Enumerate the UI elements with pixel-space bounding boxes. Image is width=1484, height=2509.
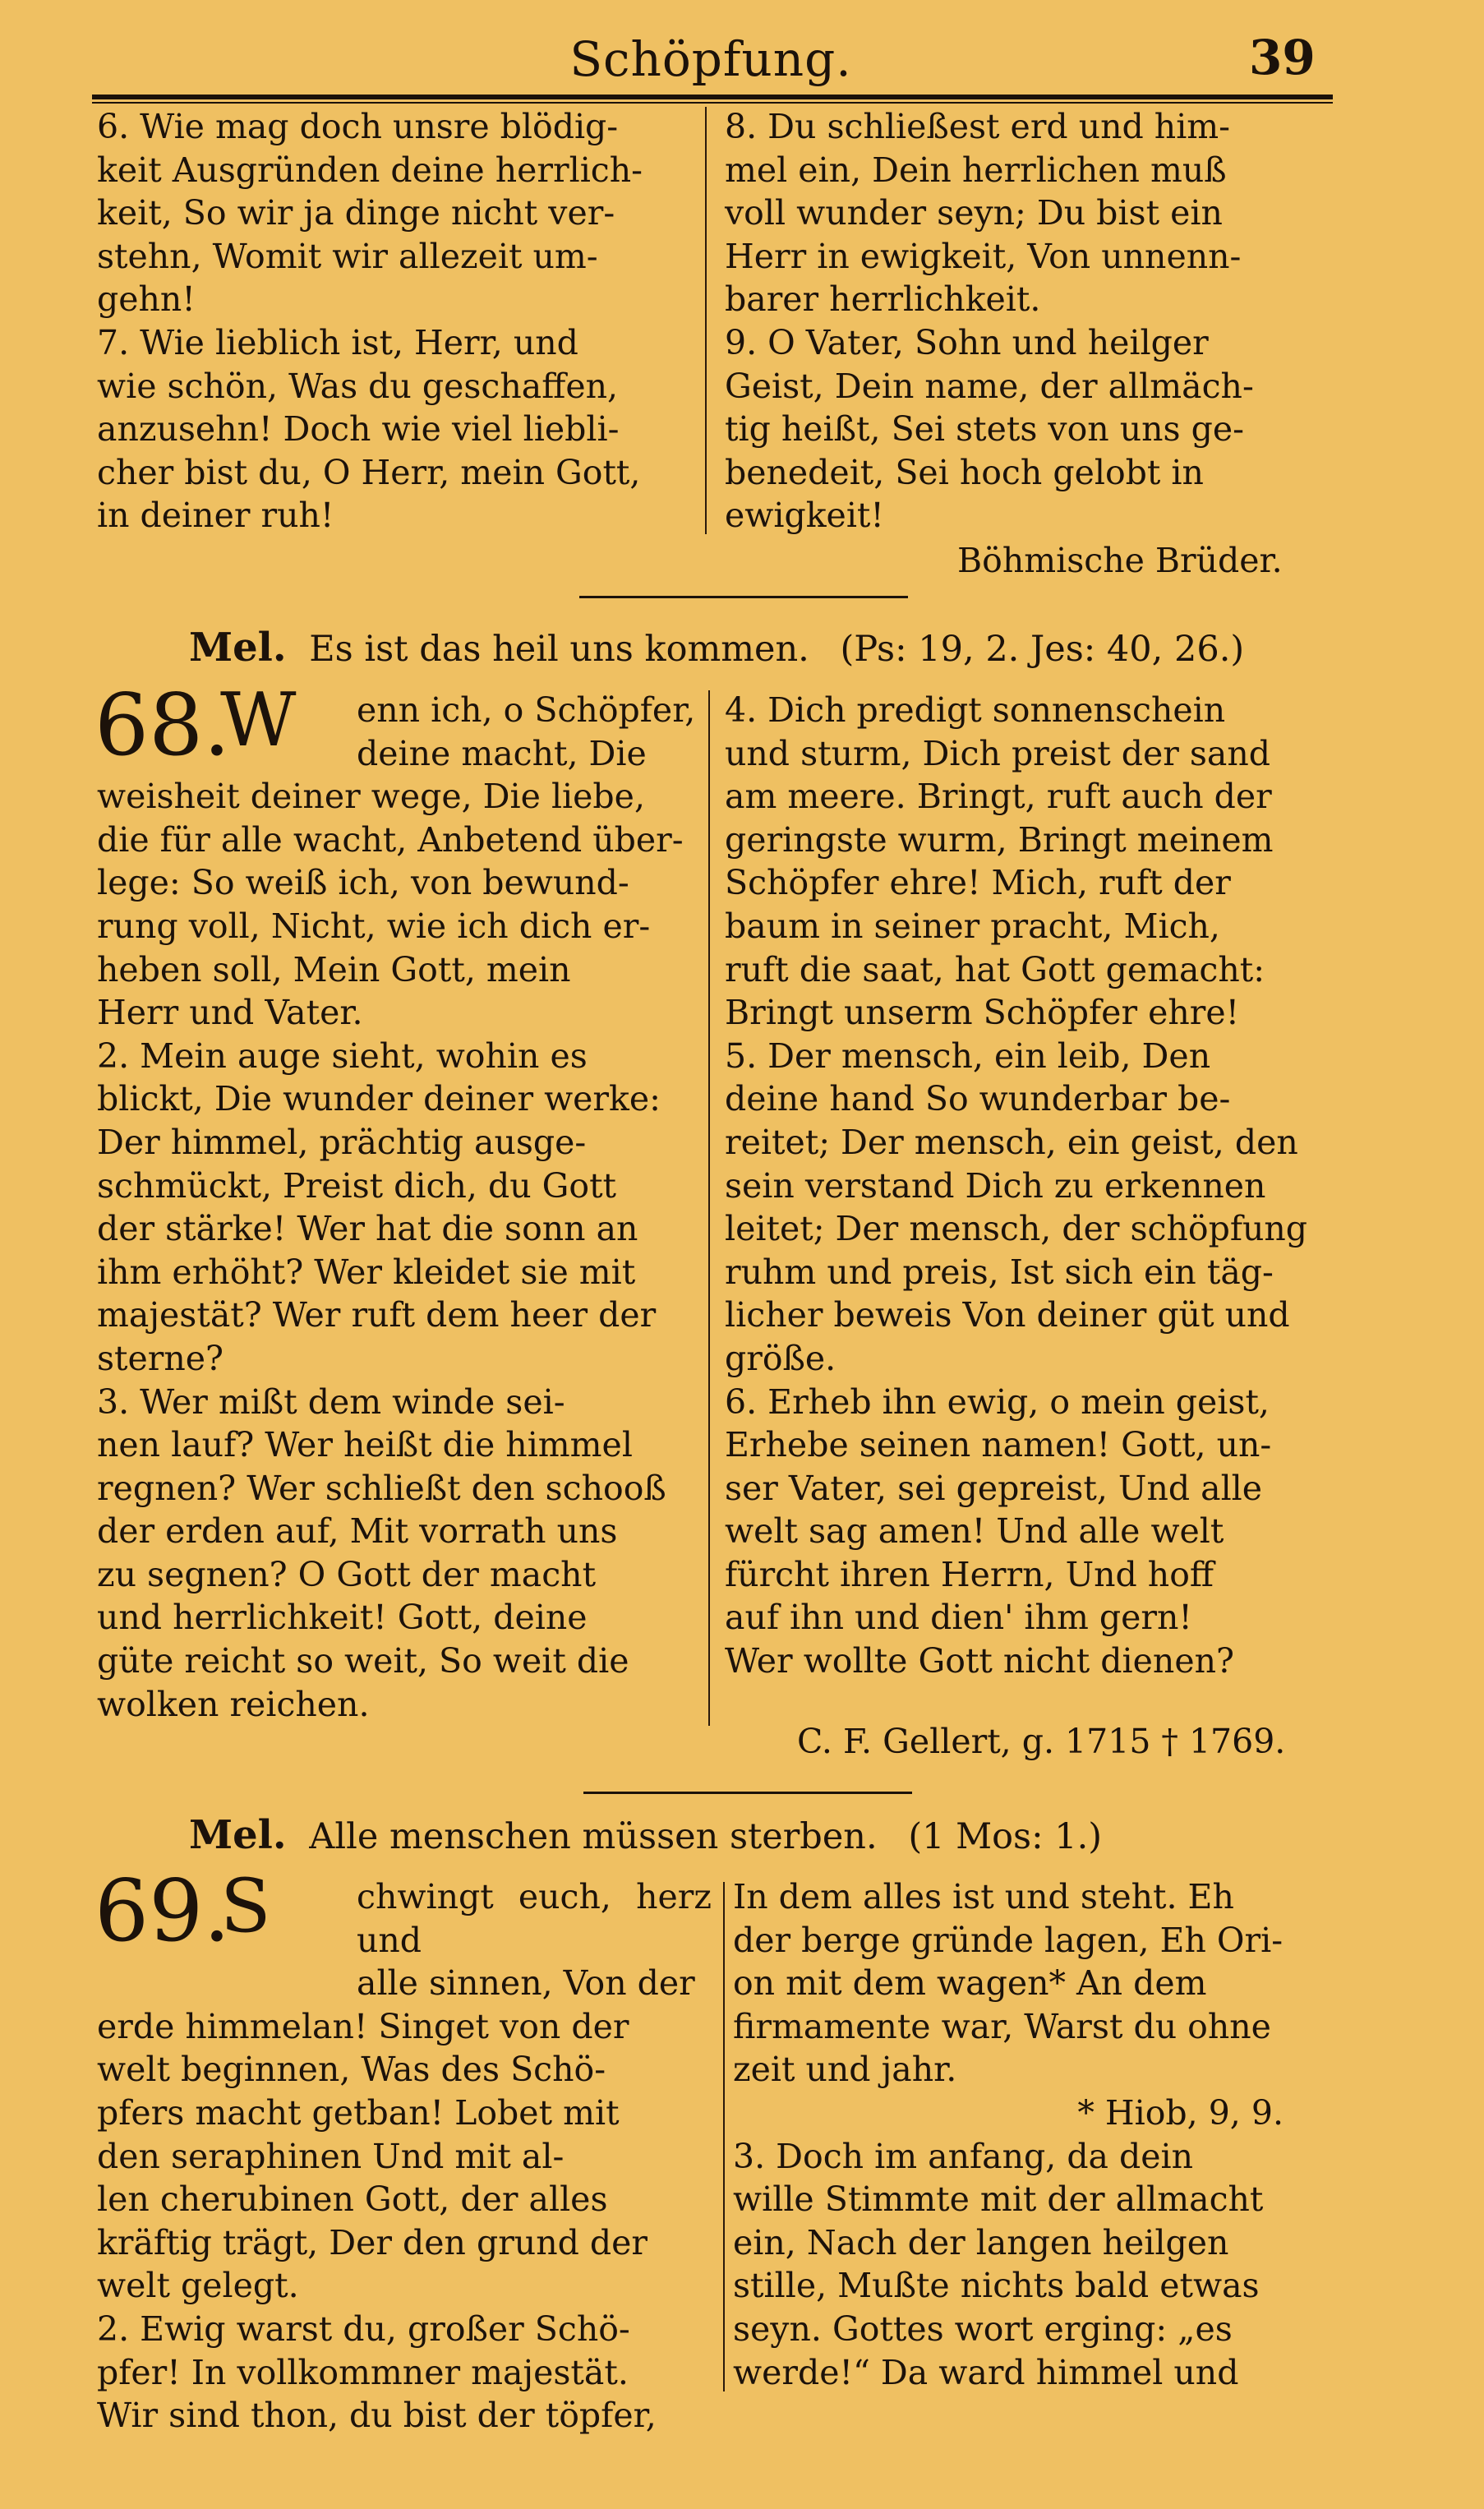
verse-line: größe. [725,1338,836,1378]
verse-line: 3. Wer mißt dem winde sei- [97,1381,565,1422]
verse-line: ruhm und preis, Ist sich ein täg- [725,1252,1274,1292]
hymn-69-left-column [97,1875,712,2438]
hymn-number: 69. [94,1861,231,1961]
verse-line: sein verstand Dich zu erkennen [725,1165,1266,1206]
column-divider [723,1882,725,2391]
scripture-refs: (Ps: 19, 2. Jes: 40, 26.) [840,629,1245,670]
verse-line: stehn, Womit wir allezeit um- [97,236,598,276]
verse-line: 6. Wie mag doch unsre blödig- [97,107,619,146]
verse-line: stille, Mußte nichts bald etwas [733,2266,1260,2306]
verse-line: kräftig trägt, Der den grund der [97,2222,648,2262]
verse-line: heben soll, Mein Gott, mein [97,949,571,989]
hymn-number: 68. [94,675,231,775]
verse-line: keit, So wir ja dinge nicht ver- [97,193,615,233]
verse-line: 2. Mein auge sieht, wohin es [97,1035,588,1076]
verse-line: pfers macht getban! Lobet mit [97,2092,620,2133]
verse-line: ser Vater, sei gepreist, Und alle [725,1468,1263,1508]
verse-line: wie schön, Was du geschaffen, [97,366,619,406]
verse-line: zu segnen? O Gott der macht [97,1554,597,1594]
verse-line: tig heißt, Sei stets von uns ge- [725,409,1244,450]
verse-line: Wer wollte Gott nicht dienen? [725,1641,1234,1681]
verse-line: 4. Dich predigt sonnenschein [725,690,1226,730]
verse-line: den seraphinen Und mit al- [97,2136,565,2176]
verse-line: cher bist du, O Herr, mein Gott, [97,452,641,492]
verse-line: welt beginnen, Was des Schö- [97,2050,606,2090]
page-number: 39 [1249,30,1316,85]
verse-line: baum in seiner pracht, Mich, [725,906,1220,946]
verse-line: len cherubinen Gott, der alles [97,2179,608,2220]
footnote: * Hiob, 9, 9. [1077,2092,1284,2133]
section-separator [583,1792,912,1794]
verse-line: weisheit deiner wege, Die liebe, [97,777,645,817]
verse-line: licher beweis Von deiner güt und [725,1295,1290,1335]
section-separator [579,596,908,598]
verse-line: deine hand So wunderbar be- [725,1079,1231,1119]
verse-line: seyn. Gottes wort erging: „es [733,2308,1233,2349]
verse-line: lege: So weiß ich, von bewund- [97,863,629,903]
verse-line: keit Ausgründen deine herrlich- [97,150,643,190]
melody-line [189,625,1244,671]
verse-line: blickt, Die wunder deiner werke: [97,1079,661,1119]
verse-line: majestät? Wer ruft dem heer der [97,1295,657,1335]
verse-line: 6. Erheb ihn ewig, o mein geist, [725,1381,1270,1422]
verse-line: ein, Nach der langen heilgen [733,2222,1229,2262]
verse-line: rung voll, Nicht, wie ich dich er- [97,906,651,946]
verse-line: barer herrlichkeit. [725,279,1041,320]
verse-line: schmückt, Preist dich, du Gott [97,1165,617,1206]
hymn-68-right-column [725,689,1333,1683]
running-head: Schöpfung. [569,31,852,87]
verse-line: der stärke! Wer hat die sonn an [97,1209,638,1249]
verse-line: Wir sind thon, du bist der töpfer, [97,2396,657,2436]
verse-line: werde!“ Da ward himmel und [733,2352,1239,2392]
verse-line: reitet; Der mensch, ein geist, den [725,1122,1298,1162]
column-divider [708,690,710,1726]
verse-line: geringste wurm, Bringt meinem [725,819,1274,860]
verse-line: güte reicht so weit, So weit die [97,1641,629,1681]
verse-line: und sturm, Dich preist der sand [725,733,1270,773]
verse-line: mel ein, Dein herrlichen muß [725,150,1227,190]
author-attribution: Böhmische Brüder. [957,541,1283,580]
verse-line: pfer! In vollkommner majestät. [97,2352,629,2392]
column-divider [705,107,707,534]
verse-line: chwingt euch, herz und [357,1877,712,1960]
scripture-refs: (1 Mos: 1.) [908,1816,1103,1857]
verse-line: ihm erhöht? Wer kleidet sie mit [97,1252,636,1292]
drop-cap: W [220,677,297,763]
verse-line: ruft die saat, hat Gott gemacht: [725,949,1265,989]
verse-line: der erden auf, Mit vorrath uns [97,1511,618,1552]
verse-line: wolken reichen. [97,1684,370,1724]
verse-line: sterne? [97,1338,224,1378]
verse-line: leitet; Der mensch, der schöpfung [725,1209,1308,1249]
hymn-69-right-column [733,1875,1333,2394]
melody-title: Es ist das heil uns kommen. [309,629,809,670]
verse-line: 2. Ewig warst du, großer Schö- [97,2308,630,2349]
verse-line: Herr und Vater. [97,993,363,1033]
verse-line: anzusehn! Doch wie viel liebli- [97,409,620,450]
verse-line: on mit dem wagen* An dem [733,1963,1207,2004]
verse-line: in deiner ruh! [97,496,334,536]
verse-line: 7. Wie lieblich ist, Herr, und [97,322,578,362]
verse-line: zeit und jahr. [733,2050,957,2090]
verse-line: gehn! [97,279,196,320]
melody-label: Mel. [189,625,287,671]
melody-label: Mel. [189,1812,287,1858]
verse-line: Schöpfer ehre! Mich, ruft der [725,863,1231,903]
verse-line: Der himmel, prächtig ausge- [97,1122,587,1162]
melody-line [189,1812,1102,1858]
top-hymn-right-column [725,105,1325,537]
verse-line: der berge gründe lagen, Eh Ori- [733,1920,1284,1960]
verse-line: deine macht, Die [357,733,647,773]
verse-line: welt sag amen! Und alle welt [725,1511,1224,1552]
header-rule [92,95,1333,99]
hymn-68-left-column [97,689,697,1726]
verse-line: und herrlichkeit! Gott, deine [97,1598,588,1638]
author-attribution: C. F. Gellert, g. 1715 † 1769. [797,1722,1286,1761]
verse-line: auf ihn und dien' ihm gern! [725,1598,1192,1638]
verse-line: benedeit, Sei hoch gelobt in [725,452,1204,492]
drop-cap: S [220,1863,271,1949]
verse-line: nen lauf? Wer heißt die himmel [97,1425,633,1465]
verse-line: fürcht ihren Herrn, Und hoff [725,1554,1214,1594]
verse-line: voll wunder seyn; Du bist ein [725,193,1223,233]
header-rule-thin [92,102,1333,104]
verse-line: 3. Doch im anfang, da dein [733,2136,1194,2176]
verse-line: 9. O Vater, Sohn und heilger [725,322,1209,362]
verse-line: alle sinnen, Von der [357,1963,695,2004]
verse-line: 8. Du schließest erd und him- [725,107,1231,146]
verse-line: Erhebe seinen namen! Gott, un- [725,1425,1272,1465]
verse-line: am meere. Bringt, ruft auch der [725,777,1272,817]
verse-line: ewigkeit! [725,496,884,536]
verse-line: 5. Der mensch, ein leib, Den [725,1035,1211,1076]
verse-line: welt gelegt. [97,2266,299,2306]
verse-line: erde himmelan! Singet von der [97,2006,629,2046]
verse-line: Herr in ewigkeit, Von unnenn- [725,236,1242,276]
top-hymn-left-column [97,105,697,537]
verse-line: Geist, Dein name, der allmäch- [725,366,1254,406]
melody-title: Alle menschen müssen sterben. [309,1816,878,1857]
verse-line: Bringt unserm Schöpfer ehre! [725,993,1240,1033]
verse-line: regnen? Wer schließt den schooß [97,1468,666,1508]
verse-line: firmamente war, Warst du ohne [733,2006,1271,2046]
verse-line: In dem alles ist und steht. Eh [733,1877,1234,1916]
verse-line: enn ich, o Schöpfer, [357,690,696,730]
verse-line: die für alle wacht, Anbetend über- [97,819,684,860]
verse-line: wille Stimmte mit der allmacht [733,2179,1264,2220]
